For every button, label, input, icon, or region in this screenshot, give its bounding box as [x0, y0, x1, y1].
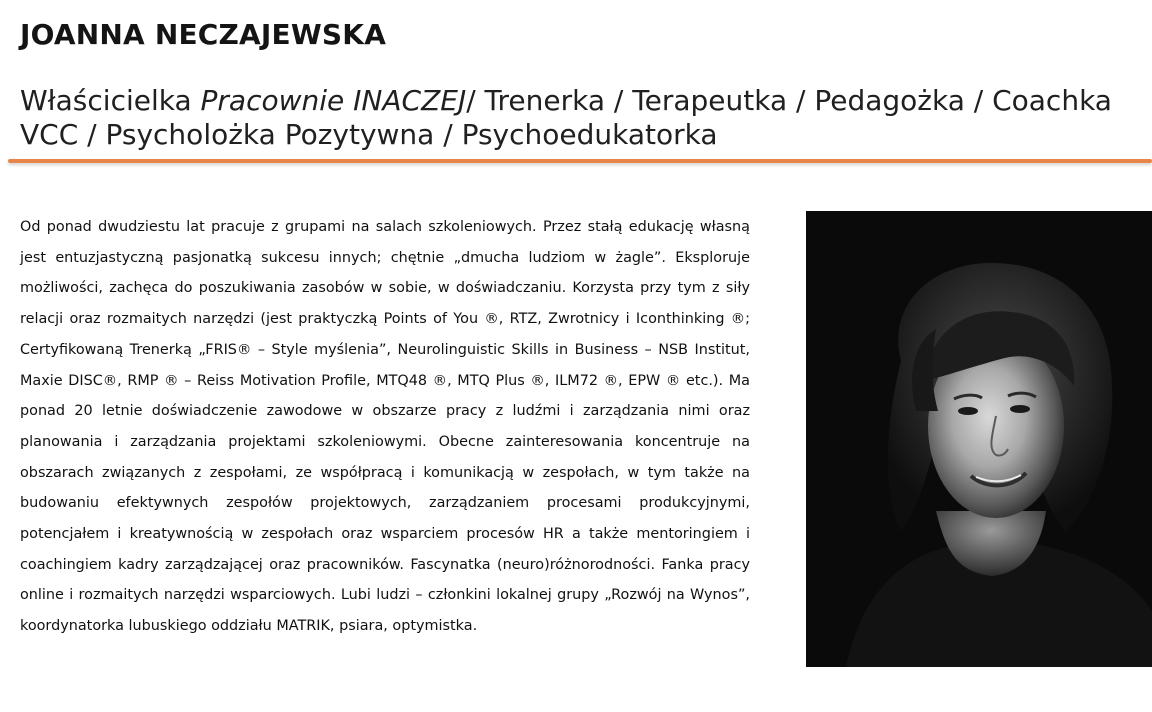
orange-divider — [8, 159, 1152, 163]
subtitle-intro: Właścicielka — [20, 84, 201, 117]
subtitle-roles: / Trenerka / Terapeutka / Pedagożka / Coachka VCC / Psycholożka Pozytywna / Psychoedukatorka — [20, 84, 1112, 151]
job-titles — [20, 84, 1140, 152]
biography-text: Od ponad dwudziestu lat pracuje z grupami na salach szkoleniowych. Przez stałą edukację własną jest entuzjastyczną pasjonatką sukcesu innych; chętnie „dmucha ludziom w żagle”. Eksploruje możliwości, zachęca do poszukiwania zasobów w sobie, w doświadczaniu. Korzysta przy tym z siły relacji oraz rozmaitych narzędzi (jest praktyczką Points of You ®, RTZ, Zwrotnicy i Iconthinking ®; Certyfikowaną Trenerką „FRIS® – Style myślenia”, Neurolinguistic Skills in Business – NSB Institut, Maxie DISC®, RMP ® – Reiss Motivation Profile, MTQ48 ®, MTQ Plus ®, ILM72 ®, EPW ® etc.). Ma ponad 20 letnie doświadczenie zawodowe w obszarze pracy z ludźmi i zarządzania nimi oraz planowania i zarządzania projektami szkoleniowymi. Obecne zainteresowania koncentruje na obszarach związanych z zespołami, ze współpracą i komunikacją w zespołach, w tym także na budowaniu efektywnych zespołów projektowych, zarządzaniem procesami produkcyjnymi, potencjałem i kreatywnością w zespołach oraz wsparciem procesów HR a także mentoringiem i coachingiem kadry zarządzającej oraz pracowników. Fascynatka (neuro)różnorodności. Fanka pracy online i rozmaitych narzędzi wsparciowych. Lubi ludzi – członkini lokalnej grupy „Rozwój na Wynos”, koordynatorka lubuskiego oddziału MATRIK, psiara, optymistka. — [20, 219, 750, 635]
company-name: Pracownie INACZEJ — [200, 84, 467, 117]
person-name: JOANNA NECZAJEWSKA — [20, 18, 387, 51]
portrait-photo — [806, 211, 1152, 667]
